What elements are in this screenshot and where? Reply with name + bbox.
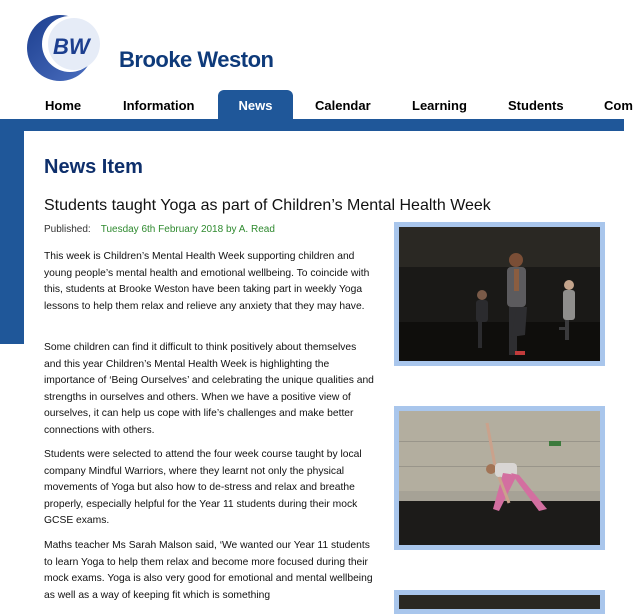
nav-item-learning[interactable]: Learning [412,98,467,113]
nav-item-home[interactable]: Home [45,98,82,113]
photo-frame-3[interactable] [394,590,605,614]
article-paragraph-1: This week is Children’s Mental Health Week supporting children and young people’s mental health and emotional wellbeing. To coincide with this, students at Brooke Weston have been taking part in weekly Yoga lessons to help them relax and relieve any anxiety that they may have. [44,251,370,312]
main-nav [0,90,633,120]
article-meta [44,224,275,235]
nav-item-information[interactable]: Information [123,98,195,113]
yoga-photo-1 [399,227,600,361]
nav-item-calendar[interactable]: Calendar [315,98,371,113]
left-accent-bar [0,131,24,344]
article-paragraph-2: Some children can find it difficult to think positively about themselves and this year Children’s Mental Health Week is highlighting the importance of ‘Being Ourselves’ and celebrating the unique qualities and strengths in ourselves and others. When we have a positive view of ourselves, it can help us cope with life’s challenges and make better connections with others. [44,342,374,436]
logo-mark: BW [53,34,90,59]
brand-logo[interactable] [24,14,284,84]
photo-frame-2[interactable] [394,406,605,550]
yoga-photo-3 [399,595,600,609]
published-date: Tuesday 6th February 2018 by A. Read [100,224,275,235]
brand-name: Brooke Weston [119,47,274,72]
article-paragraph-3: Students were selected to attend the four week course taught by local company Mindful Warriors, where they learnt not only the physical movements of Yoga but also how to de-stress and relax and breathe properly, especially helpful for the Year 11 students during their mock GCSE exams. [44,449,362,527]
published-label: Published: [44,224,91,235]
yoga-photo-2 [399,411,600,545]
photo-frame-1[interactable] [394,222,605,366]
page-title: News Item [44,156,143,178]
nav-item-community[interactable]: Com [604,98,633,113]
nav-item-students[interactable]: Students [508,98,564,113]
article-paragraph-4: Maths teacher Ms Sarah Malson said, ‘We wanted our Year 11 students to learn Yoga to help them relax and become more focused during their mock exams. Yoga is also very good for emotional and mental wellbeing as well as a way of keeping fit which is something [44,540,373,601]
nav-item-news[interactable]: News [218,90,293,120]
nav-bar-strip [0,119,624,131]
article-title: Students taught Yoga as part of Children’s Mental Health Week [44,197,491,214]
